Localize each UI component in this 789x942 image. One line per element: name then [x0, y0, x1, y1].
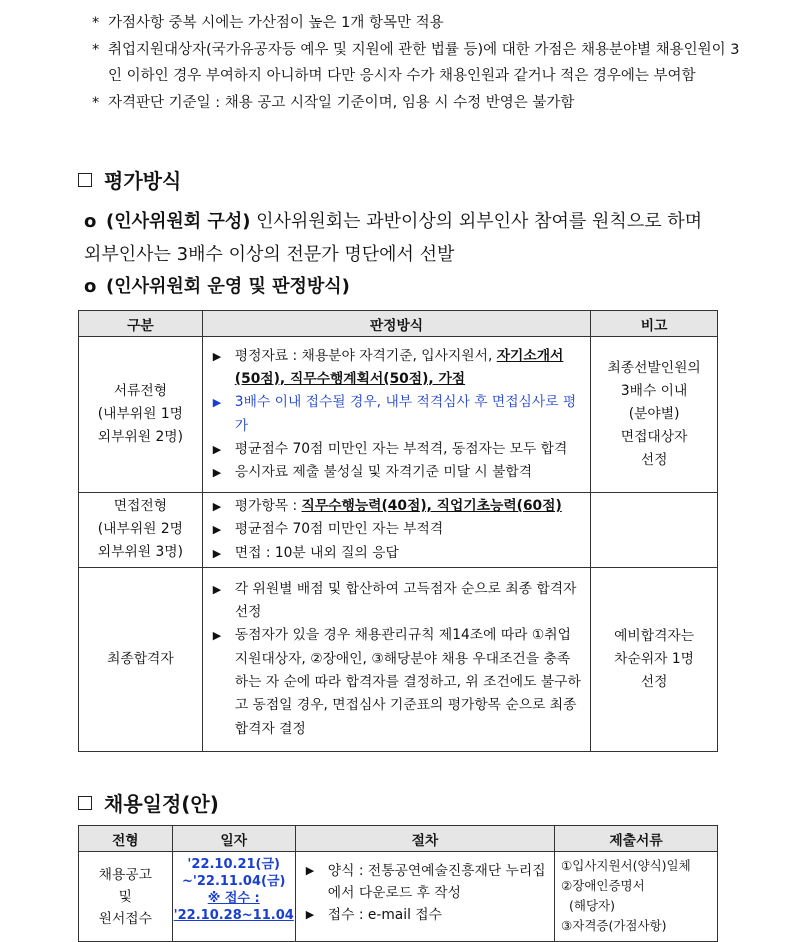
- date-cell: '22.10.21(금) ~'22.11.04(금) ※ 접수 : '22.10.28~11.04: [172, 852, 295, 942]
- list-item: ▶ 접수 : e-mail 접수: [306, 904, 546, 926]
- note-marker: *: [92, 94, 100, 111]
- remark-cell: [591, 493, 718, 568]
- table-row: [79, 493, 718, 568]
- list-item: ▶ 평정자료 : 채용분야 자격기준, 입사지원서, 자기소개서(50점), 직무수행계획서(50점), 가점: [213, 345, 582, 392]
- committee-operation-heading: o (인사위원회 운영 및 판정방식): [84, 270, 724, 303]
- note-item: * 가점사항 중복 시에는 가산점이 높은 1개 항목만 적용: [92, 10, 742, 37]
- column-header: 비고: [591, 311, 718, 337]
- column-header: 일자: [172, 826, 295, 852]
- section-schedule-heading: 채용일정(안): [78, 788, 219, 817]
- column-header: 구분: [79, 311, 203, 337]
- bullet-o: o: [84, 276, 97, 297]
- table-row: [79, 337, 718, 493]
- column-header: 판정방식: [202, 311, 590, 337]
- list-item: ▶ 3배수 이내 접수될 경우, 내부 적격심사 후 면접심사로 평가: [213, 391, 582, 438]
- judgment-cell: [202, 493, 590, 568]
- row-label: 최종합격자: [79, 567, 203, 751]
- row-label: 면접전형 (내부위원 2명 외부위원 3명): [79, 493, 203, 568]
- list-item: ▶ 동점자가 있을 경우 채용관리규칙 제14조에 따라 ①취업지원대상자, ②장애인, ③해당분야 채용 우대조건을 충족하는 자 순에 따라 합격자를 결정하고, 위 조건에도 불구하고 동점일 경우, 면접심사 기준표의 평가항목 순으로 최종합격자 결정: [213, 624, 582, 740]
- table-row: [79, 852, 718, 942]
- remark-cell: 예비합격자는 차순위자 1명 선정: [591, 567, 718, 751]
- table-row: [79, 567, 718, 751]
- list-item: ▶ 면접 : 10분 내외 질의 응답: [213, 542, 582, 565]
- note-marker: *: [92, 41, 100, 58]
- list-item: ▶ 평가항목 : 직무수행능력(40점), 직업기초능력(60점): [213, 495, 582, 518]
- committee-composition-paragraph: o (인사위원회 구성) 인사위원회는 과반이상의 외부인사 참여를 원칙으로 하며 외부인사는 3배수 이상의 전문가 명단에서 선발: [84, 205, 724, 271]
- list-item: ▶ 응시자료 제출 불성실 및 자격기준 미달 시 불합격: [213, 461, 582, 484]
- judgment-cell: [202, 567, 590, 751]
- evaluation-table: [78, 310, 718, 752]
- note-item: * 자격판단 기준일 : 채용 공고 시작일 기준이며, 임용 시 수정 반영은 불가함: [92, 90, 742, 117]
- column-header: 전형: [79, 826, 173, 852]
- row-label: 서류전형 (내부위원 1명 외부위원 2명): [79, 337, 203, 493]
- section-evaluation-heading: 평가방식: [78, 165, 181, 194]
- procedure-cell: [295, 852, 554, 942]
- checkbox-square-icon: [78, 173, 92, 187]
- notes-list: [92, 10, 742, 116]
- remark-cell: 최종선발인원의 3배수 이내 (분야별) 면접대상자 선정: [591, 337, 718, 493]
- list-item: ▶ 평균점수 70점 미만인 자는 부적격: [213, 518, 582, 541]
- documents-cell: ①입사지원서(양식)일체 ②장애인증명서 (해당자) ③자격증(가점사항): [555, 852, 718, 942]
- judgment-cell: [202, 337, 590, 493]
- column-header: 제출서류: [555, 826, 718, 852]
- checkbox-square-icon: [78, 796, 92, 810]
- note-marker: *: [92, 15, 100, 31]
- schedule-table: [78, 825, 718, 942]
- list-item: ▶ 각 위원별 배점 및 합산하여 고득점자 순으로 최종 합격자 선정: [213, 578, 582, 625]
- list-item: ▶ 양식 : 전통공연예술진흥재단 누리집에서 다운로드 후 작성: [306, 860, 546, 904]
- list-item: ▶ 평균점수 70점 미만인 자는 부적격, 동점자는 모두 합격: [213, 438, 582, 461]
- bullet-o: o: [84, 211, 97, 232]
- note-item: * 취업지원대상자(국가유공자등 예우 및 지원에 관한 법률 등)에 대한 가점은 채용분야별 채용인원이 3인 이하인 경우 부여하지 아니하며 다만 응시자 수가 채용인원과 같거나 적은 경우에는 부여함: [92, 37, 742, 90]
- table-header-row: [79, 311, 718, 337]
- table-header-row: [79, 826, 718, 852]
- row-label: 채용공고 및 원서접수: [79, 852, 173, 942]
- column-header: 절차: [295, 826, 554, 852]
